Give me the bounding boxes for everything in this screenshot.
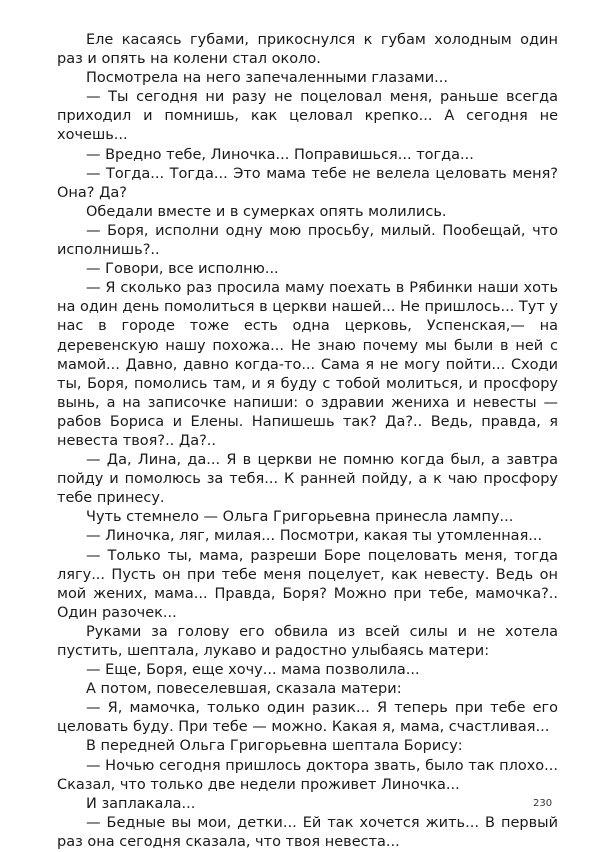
body-text bbox=[57, 31, 558, 852]
paragraph: — Я, мамочка, только один разик... Я теперь при тебе его целовать буду. При тебе — можно. Какая я, мама, счастливая... bbox=[57, 700, 558, 736]
paragraph: — Только ты, мама, разреши Боре поцеловать меня, тогда лягу... Пусть он при тебе меня поцелует, как невесту. Ведь он мой жених, мама... Правда, Боря? Можно при тебе, мамочка?.. Один разочек... bbox=[57, 547, 558, 621]
paragraph: — Вредно тебе, Линочка... Поправишься... тогда... bbox=[86, 146, 474, 163]
paragraph: — Ночью сегодня пришлось доктора звать, было так плохо... Сказал, что только две недели проживет Линочка... bbox=[57, 757, 558, 793]
paragraph: В передней Ольга Григорьевна шептала Борису: bbox=[86, 738, 463, 755]
paragraph: Руками за голову его обвила из всей силы и не хотела пустить, шептала, лукаво и радостно улыбаясь матери: bbox=[57, 623, 558, 659]
paragraph: — Бедные вы мои, детки... Ей так хочется жить... В первый раз она сегодня сказала, что твоя невеста... bbox=[57, 814, 558, 850]
paragraph: Чуть стемнело — Ольга Григорьевна принесла лампу... bbox=[86, 509, 514, 526]
paragraph: Еле касаясь губами, прикоснулся к губам холодным один раз и опять на колени стал около. bbox=[57, 32, 558, 68]
paragraph: А потом, повеселевшая, сказала матери: bbox=[86, 681, 402, 698]
paragraph: — Еще, Боря, еще хочу... мама позволила... bbox=[86, 662, 420, 679]
paragraph: — Тогда... Тогда... Это мама тебе не велела целовать меня? Она? Да? bbox=[57, 165, 558, 201]
paragraph: — Да, Лина, да... Я в церкви не помню когда был, а завтра пойду и помолюсь за тебя... К ранней пойду, а к чаю просфору тебе принесу. bbox=[57, 452, 558, 507]
paragraph: — Говори, все исполню... bbox=[86, 261, 279, 278]
paragraph: — Боря, исполни одну мою просьбу, милый. Пообещай, что исполнишь?.. bbox=[57, 222, 558, 259]
page-number: 230 bbox=[533, 798, 553, 809]
paragraph: Обедали вместе и в сумерках опять молились. bbox=[86, 203, 447, 220]
paragraph: — Линочка, ляг, милая... Посмотри, какая ты утомленная... bbox=[86, 528, 543, 545]
paragraph: — Я сколько раз просила маму поехать в Рябинки наши хоть на один день помолиться в церкви нашей... Не пришлось... Тут у нас в городе тоже есть одна церковь, Успенская,— на деревенскую нашу похожа... Не знаю почему мы были в ней с мамой... Давно, давно когда-то... Сама я не могу пойти... Сходи ты, Боря, помолись там, и я буду с тобой молиться, и просфору вынь, а на записочке напиши: о здравии жениха и невесты — рабов Бориса и Елены. Напишешь так? Да?.. Ведь, правда, я невеста твоя?.. Да?.. bbox=[57, 280, 558, 449]
paragraph: И заплакала... bbox=[86, 795, 196, 812]
paragraph: — Ты сегодня ни разу не поцеловал меня, раньше всегда приходил и помнишь, как целовал крепко... А сегодня не хочешь... bbox=[57, 89, 558, 144]
paragraph: Посмотрела на него запечаленными глазами... bbox=[86, 70, 448, 87]
